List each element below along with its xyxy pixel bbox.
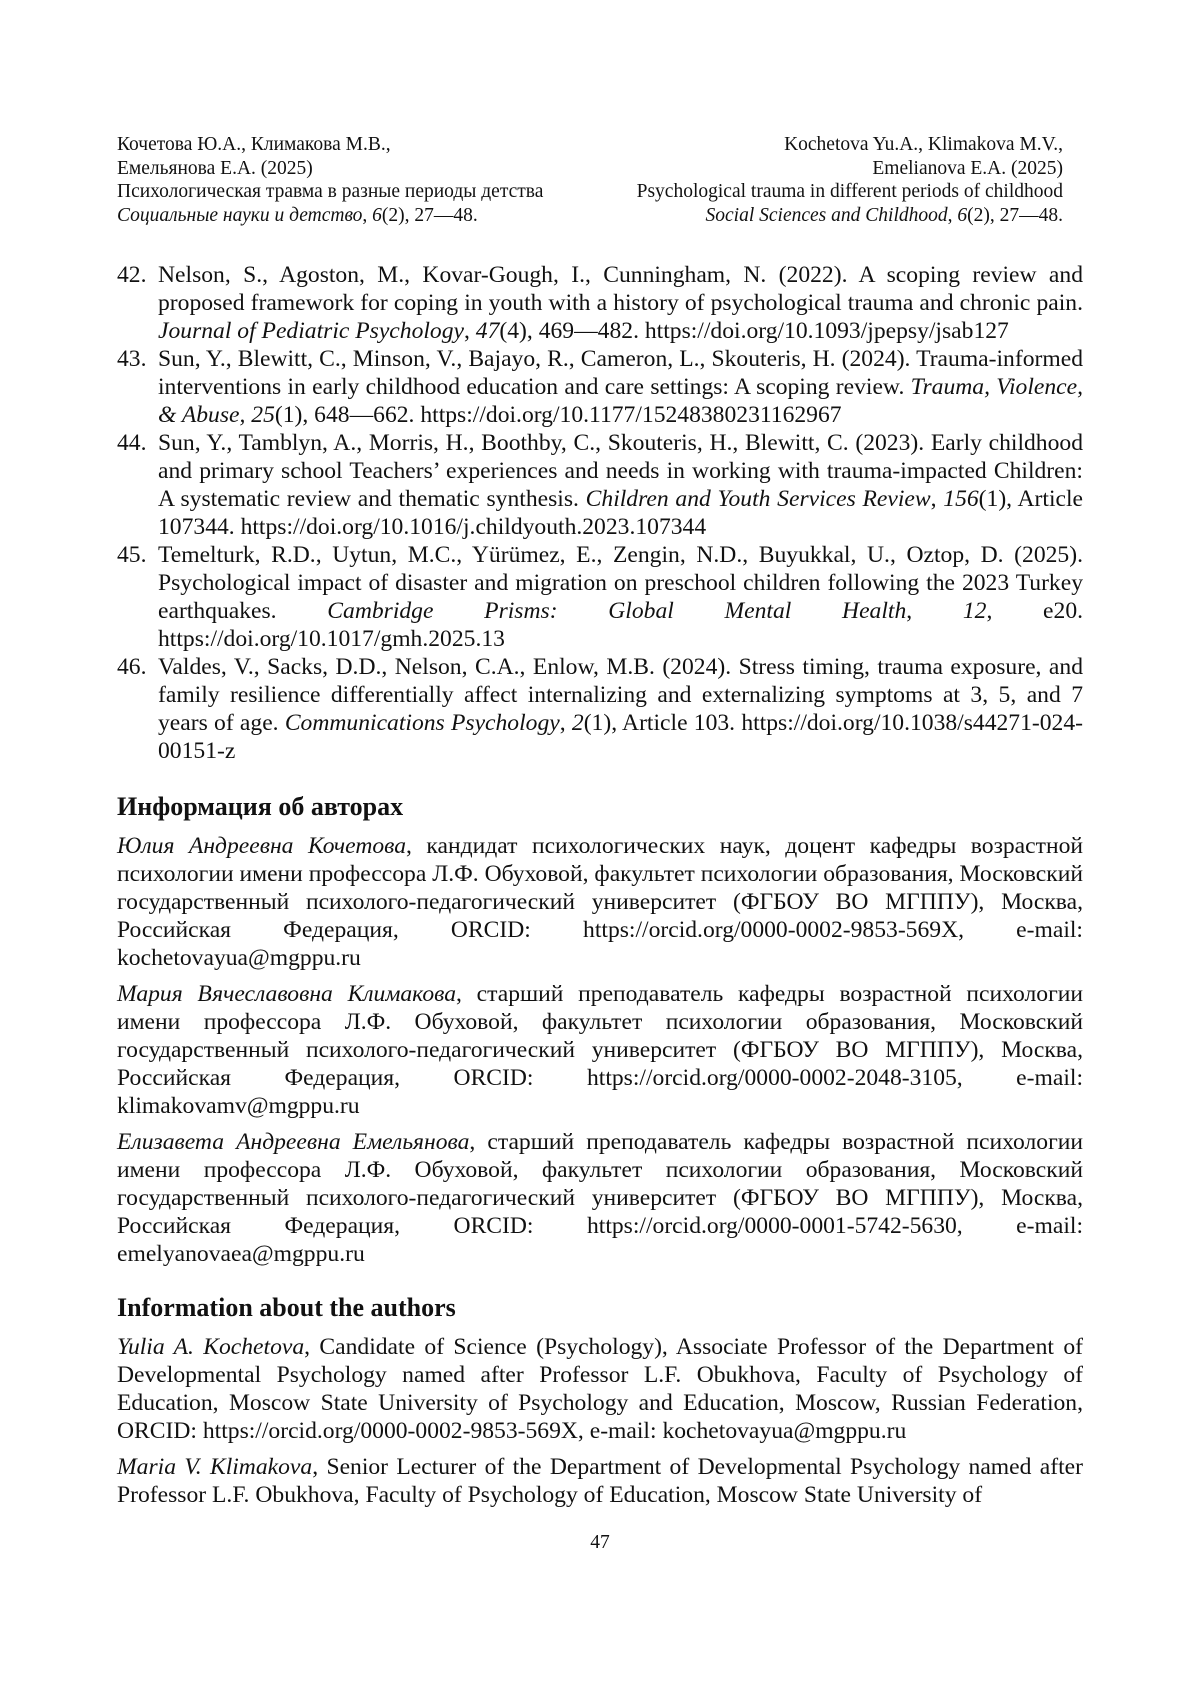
italic-text: Yulia A. Kochetova: [117, 1334, 304, 1360]
author-bio: [117, 832, 1083, 972]
text-segment: (1), Article 107344. https://doi.org/10.1016/j.childyouth.2023.107344: [158, 486, 1083, 540]
text-segment: (2), 27—48.: [382, 205, 478, 226]
section-heading-authors-en: Information about the authors: [117, 1292, 456, 1324]
reference-number: 42.: [117, 261, 147, 289]
page-number: 47: [0, 1531, 1200, 1555]
italic-text: Cambridge Prisms: Global Mental Health: [327, 598, 906, 624]
text-segment: Sun, Y., Tamblyn, A., Morris, H., Boothby, C., Skouteris, H., Blewitt, C. (2023). Early childhood and primary school Teachers’ experiences and needs in working with trauma-impacted Children: A systematic review and thematic synthesis.: [158, 430, 1083, 512]
header-line: [637, 204, 1063, 228]
author-bio: [117, 980, 1083, 1120]
reference-item: [117, 261, 1083, 345]
section-heading-authors-ru: Информация об авторах: [117, 791, 403, 823]
header-line: [117, 133, 543, 157]
authors-info-en: [117, 1333, 1083, 1517]
italic-text: 6: [372, 205, 382, 226]
italic-text: 6: [957, 205, 967, 226]
italic-text: Journal of Pediatric Psychology: [158, 318, 464, 344]
text-segment: Emelianova E.A. (2025): [872, 158, 1063, 179]
text-segment: Nelson, S., Agoston, M., Kovar-Gough, I., Cunningham, N. (2022). A scoping review and proposed framework for coping in youth with a history of psychological trauma and chronic pain.: [158, 262, 1083, 316]
reference-number: 46.: [117, 653, 147, 681]
text-segment: ,: [464, 318, 476, 344]
italic-text: 2: [572, 710, 584, 736]
reference-item: [117, 541, 1083, 653]
header-line: [117, 180, 543, 204]
italic-text: Юлия Андреевна Кочетова: [117, 833, 406, 859]
reference-number: 43.: [117, 345, 147, 373]
reference-item: [117, 345, 1083, 429]
text-segment: Psychological trauma in different periods of childhood: [637, 181, 1063, 202]
text-segment: ,: [906, 598, 963, 624]
italic-text: Children and Youth Services Review: [586, 486, 931, 512]
text-segment: ,: [948, 205, 958, 226]
text-segment: (1), Article 103. https://doi.org/10.1038/s44271-024-00151-z: [158, 710, 1083, 764]
italic-text: Social Sciences and Childhood: [706, 205, 948, 226]
text-segment: , кандидат психологических наук, доцент кафедры возрастной психологии имени профессора Л.Ф. Обуховой, факультет психологии образования, Московский государственный психолого-педагогический университет (ФГБОУ ВО МГППУ), Москва, Российская Федерация, ORCID: https://orcid.org/0000-0002-9853-569X, e-mail: kochetovayua@mgppu.ru: [117, 833, 1083, 971]
reference-list: [117, 261, 1083, 765]
italic-text: Елизавета Андреевна Емельянова: [117, 1129, 469, 1155]
text-segment: Кочетова Ю.А., Климакова М.В.,: [117, 134, 391, 155]
italic-text: Maria V. Klimakova: [117, 1454, 312, 1480]
italic-text: 12: [963, 598, 987, 624]
italic-text: Мария Вячеславовна Климакова: [117, 981, 456, 1007]
text-segment: Психологическая травма в разные периоды детства: [117, 181, 543, 202]
header-line: [637, 180, 1063, 204]
text-segment: ,: [931, 486, 944, 512]
text-segment: (1), 648—662. https://doi.org/10.1177/15248380231162967: [275, 402, 842, 428]
header-line: [117, 204, 543, 228]
running-header-english: [637, 133, 1063, 227]
author-bio: [117, 1128, 1083, 1268]
text-segment: (4), 469—482. https://doi.org/10.1093/jpepsy/jsab127: [499, 318, 1008, 344]
reference-item: [117, 653, 1083, 765]
running-header-russian: [117, 133, 543, 227]
text-segment: Kochetova Yu.A., Klimakova M.V.,: [784, 134, 1063, 155]
text-segment: Емельянова Е.А. (2025): [117, 158, 313, 179]
text-segment: , Candidate of Science (Psychology), Associate Professor of the Department of Developmental Psychology named after Professor L.F. Obukhova, Faculty of Psychology of Education, Moscow State University of Psychology and Education, Moscow, Russian Federation, ORCID: https://orcid.org/0000-0002-9853-569X, e-mail: kochetovayua@mgppu.ru: [117, 1334, 1083, 1444]
header-line: [117, 157, 543, 181]
text-segment: Temelturk, R.D., Uytun, M.C., Yürümez, E., Zengin, N.D., Buyukkal, U., Oztop, D. (2025). Psychological impact of disaster and migration on preschool children following the 2023 Turkey earthquakes.: [158, 542, 1083, 624]
italic-text: Communications Psychology: [285, 710, 560, 736]
text-segment: Sun, Y., Blewitt, C., Minson, V., Bajayo, R., Cameron, L., Skouteris, H. (2024). Trauma-informed interventions in early childhood education and care settings: A scoping review.: [158, 346, 1083, 400]
text-segment: , старший преподаватель кафедры возрастной психологии имени профессора Л.Ф. Обуховой, факультет психологии образования, Московский государственный психолого-педагогический университет (ФГБОУ ВО МГППУ), Москва, Российская Федерация, ORCID: https://orcid.org/0000-0002-2048-3105, e-mail: klimakovamv@mgppu.ru: [117, 981, 1083, 1119]
authors-info-ru: [117, 832, 1083, 1276]
reference-item: [117, 429, 1083, 541]
header-line: [637, 157, 1063, 181]
italic-text: Социальные науки и детство: [117, 205, 362, 226]
text-segment: (2), 27—48.: [967, 205, 1063, 226]
italic-text: Trauma, Violence, & Abuse, 25: [158, 374, 1083, 428]
text-segment: ,: [362, 205, 372, 226]
text-segment: , старший преподаватель кафедры возрастной психологии имени профессора Л.Ф. Обуховой, факультет психологии образования, Московский государственный психолого-педагогический университет (ФГБОУ ВО МГППУ), Москва, Российская Федерация, ORCID: https://orcid.org/0000-0001-5742-5630, e-mail: emelyanovaea@mgppu.ru: [117, 1129, 1083, 1267]
reference-number: 44.: [117, 429, 147, 457]
header-line: [637, 133, 1063, 157]
text-segment: , Senior Lecturer of the Department of Developmental Psychology named after Professor L.F. Obukhova, Faculty of Psychology of Education, Moscow State University of: [117, 1454, 1083, 1508]
reference-number: 45.: [117, 541, 147, 569]
text-segment: , e20. https://doi.org/10.1017/gmh.2025.13: [158, 598, 1083, 652]
italic-text: 156: [943, 486, 978, 512]
italic-text: 47: [476, 318, 500, 344]
author-bio: [117, 1453, 1083, 1509]
author-bio: [117, 1333, 1083, 1445]
text-segment: ,: [560, 710, 572, 736]
text-segment: Valdes, V., Sacks, D.D., Nelson, C.A., Enlow, M.B. (2024). Stress timing, trauma exposure, and family resilience differentially affect internalizing and externalizing symptoms at 3, 5, and 7 years of age.: [158, 654, 1083, 736]
